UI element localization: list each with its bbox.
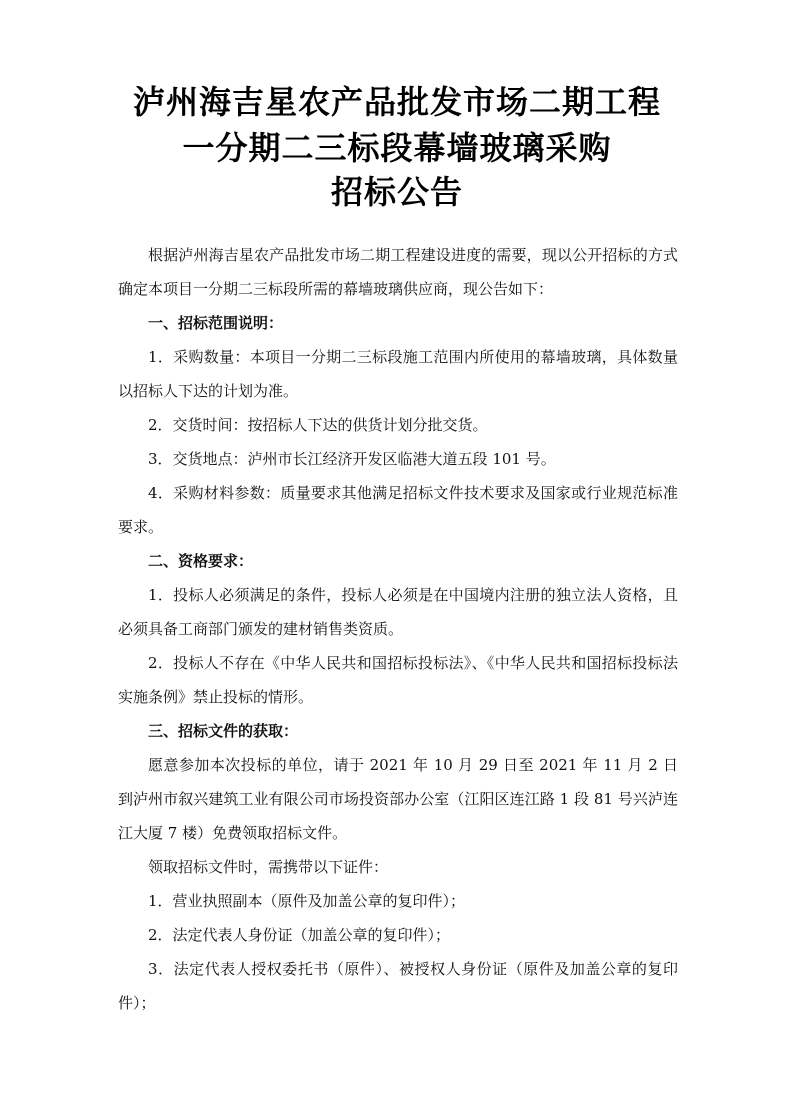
section-1-item-4: 4．采购材料参数：质量要求其他满足招标文件技术要求及国家或行业规范标准要求。 bbox=[118, 484, 678, 536]
title-line-1: 泸州海吉星农产品批发市场二期工程 bbox=[132, 83, 661, 121]
section-3-paragraph-1: 愿意参加本次投标的单位，请于 2021 年 10 月 29 日至 2021 年 11 月 2 日到泸州市叙兴建筑工业有限公司市场投资部办公室（江阳区连江路 1 段 81 号兴泸连江大厦 7 楼）免费领取招标文件。 bbox=[118, 756, 678, 842]
title-line-2: 一分期二三标段幕墙玻璃采购 bbox=[182, 129, 612, 167]
section-2-item-1: 1．投标人必须满足的条件，投标人必须是在中国境内注册的独立法人资格，且必须具备工商部门颁发的建材销售类资质。 bbox=[118, 586, 678, 638]
section-2-heading: 二、资格要求： bbox=[148, 552, 254, 570]
section-3-paragraph-2: 领取招标文件时，需携带以下证件： bbox=[148, 858, 389, 876]
section-3-item-1: 1．营业执照副本（原件及加盖公章的复印件）； bbox=[148, 892, 466, 910]
section-1-item-3: 3．交货地点：泸州市长江经济开发区临港大道五段 101 号。 bbox=[148, 450, 556, 468]
section-3-item-3: 3．法定代表人授权委托书（原件）、被授权人身份证（原件及加盖公章的复印件）； bbox=[118, 960, 678, 1012]
intro-paragraph: 根据泸州海吉星农产品批发市场二期工程建设进度的需要，现以公开招标的方式确定本项目一分期二三标段所需的幕墙玻璃供应商，现公告如下： bbox=[118, 246, 678, 298]
document-body bbox=[118, 238, 678, 1020]
section-1-item-1: 1．采购数量：本项目一分期二三标段施工范围内所使用的幕墙玻璃，具体数量以招标人下达的计划为准。 bbox=[118, 348, 678, 400]
section-3-heading: 三、招标文件的获取： bbox=[148, 722, 299, 740]
section-3-item-2: 2．法定代表人身份证（加盖公章的复印件）； bbox=[148, 926, 451, 944]
title-line-3: 招标公告 bbox=[330, 173, 463, 211]
section-1-heading: 一、招标范围说明： bbox=[148, 314, 284, 332]
section-1-item-2: 2．交货时间：按招标人下达的供货计划分批交货。 bbox=[148, 416, 488, 434]
section-2-item-2: 2．投标人不存在《中华人民共和国招标投标法》、《中华人民共和国招标投标法实施条例》禁止投标的情形。 bbox=[118, 654, 678, 706]
